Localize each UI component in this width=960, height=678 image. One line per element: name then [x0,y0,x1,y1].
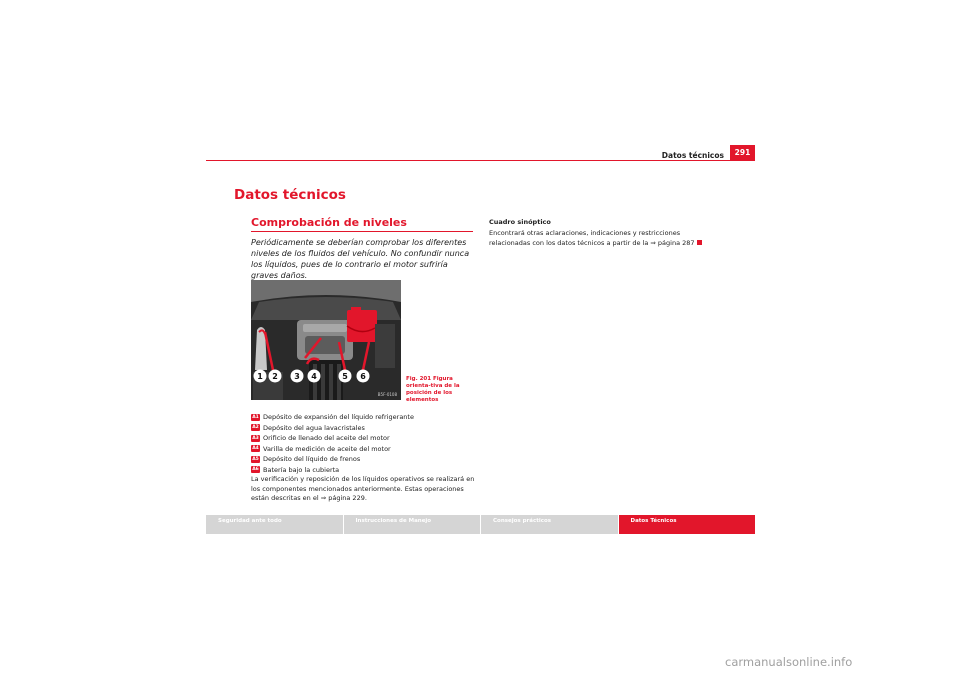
body-paragraph: La verificación y reposición de los líquidos operativos se realizará en los componentes mencionados anteriormente. Estas operaciones están descritas en el ⇒ página 229. [251,475,475,502]
footer-tab-seguridad[interactable]: Seguridad ante todo [206,515,344,534]
legend-item [251,444,481,454]
callout-5 [339,370,352,383]
page-number: 291 [730,145,755,160]
legend-item [251,433,481,443]
legend-text: Batería bajo la cubierta [263,465,340,474]
right-heading: Cuadro sinóptico [489,218,551,226]
callout-label: 5 [342,372,348,381]
callout-label: 6 [360,372,366,381]
figure-code: B5F-0108 [377,392,397,397]
callout-2 [269,370,282,383]
legend-text: Depósito de expansión del líquido refrigerante [263,413,414,421]
footer-nav [206,515,755,534]
callout-badge: A1 [252,414,259,420]
callout-6 [357,370,370,383]
legend-text: Orificio de llenado del aceite del motor [263,434,390,442]
callout-badge: A6 [252,467,259,472]
section-title: Comprobación de niveles [251,216,407,229]
legend-item [251,423,481,433]
footer-tab-datos-tecnicos[interactable]: Datos Técnicos [619,515,756,534]
callout-3 [291,370,304,383]
callout-badge: A5 [252,456,259,462]
legend-text: Varilla de medición de aceite del motor [263,444,391,453]
callout-badge: A2 [252,425,259,430]
section-intro: Periódicamente se deberían comprobar los diferentes niveles de los fluidos del vehículo. No confundir nunca los líquidos, pues de lo contrario el motor sufriría graves daños. [251,238,470,280]
callout-label: 2 [272,372,278,381]
legend-text: Depósito del líquido de frenos [263,455,361,463]
callout-label: 1 [257,372,263,381]
header-divider [206,160,755,161]
legend-item [251,454,481,464]
callout-4 [308,370,321,383]
callout-label: 4 [311,372,317,381]
callout-badge: A4 [252,446,259,451]
callout-1 [254,370,267,383]
figure-caption: Fig. 201 Figura orienta-tiva de la posición de los elementos [406,376,460,403]
legend-list [251,412,481,475]
callout-label: 3 [294,372,300,381]
footer-tab-consejos[interactable]: Consejos prácticos [481,515,619,534]
callout-badge: A3 [252,435,259,441]
section-end-mark [697,240,702,245]
legend-item [251,412,481,422]
engine-bay-illustration [251,280,401,400]
engine-bay-figure [251,280,401,400]
right-paragraph-text: Encontrará otras aclaraciones, indicaciones y restricciones relacionadas con los datos técnicos a partir de la ⇒ página 287 [489,229,695,247]
legend-item [251,465,481,475]
legend-text: Depósito del agua lavacristales [263,423,365,432]
chapter-title: Datos técnicos [234,187,346,203]
running-header-title: Datos técnicos [661,151,724,160]
right-paragraph [489,229,721,248]
watermark: carmanualsonline.info [725,655,853,669]
footer-tab-instrucciones[interactable]: Instrucciones de Manejo [344,515,482,534]
section-divider [251,231,473,232]
